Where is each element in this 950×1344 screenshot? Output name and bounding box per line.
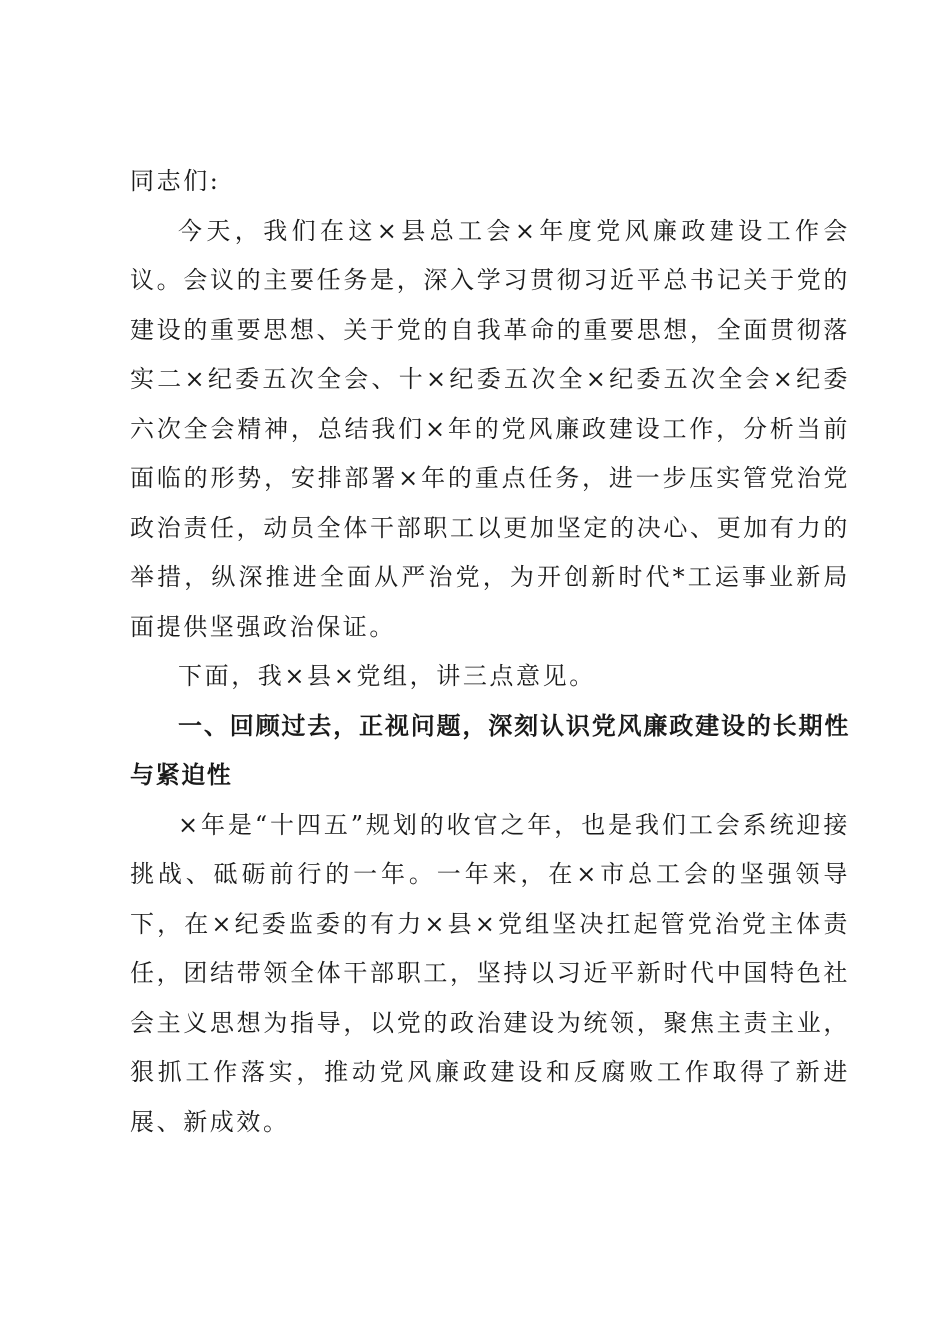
section-heading: 一、回顾过去，正视问题，深刻认识党风廉政建设的长期性与紧迫性 [130, 711, 850, 789]
paragraph-review: ×年是“十四五”规划的收官之年，也是我们工会系统迎接挑战、砥砺前行的一年。一年来，在×市总工会的坚强领导下，在×纪委监委的有力×县×党组坚决扛起管党治党主体责任，团结带领全体干部职工，坚持以习近平新时代中国特色社会主义思想为指导，以党的政治建设为统领，聚焦主责主业，狠抓工作落实，推动党风廉政建设和反腐败工作取得了新进展、新成效。 [130, 810, 850, 1136]
greeting: 同志们: [130, 167, 221, 195]
paragraph-intro-points: 下面，我×县×党组，讲三点意见。 [178, 662, 596, 690]
document-body [130, 157, 850, 1147]
paragraph-opening: 今天，我们在这×县总工会×年度党风廉政建设工作会议。会议的主要任务是，深入学习贯彻习近平总书记关于党的建设的重要思想、关于党的自我革命的重要思想，全面贯彻落实二×纪委五次全会、十×纪委五次全×纪委五次全会×纪委六次全会精神，总结我们×年的党风廉政建设工作，分析当前面临的形势，安排部署×年的重点任务，进一步压实管党治党政治责任，动员全体干部职工以更加坚定的决心、更加有力的举措，纵深推进全面从严治党，为开创新时代*工运事业新局面提供坚强政治保证。 [130, 216, 850, 641]
